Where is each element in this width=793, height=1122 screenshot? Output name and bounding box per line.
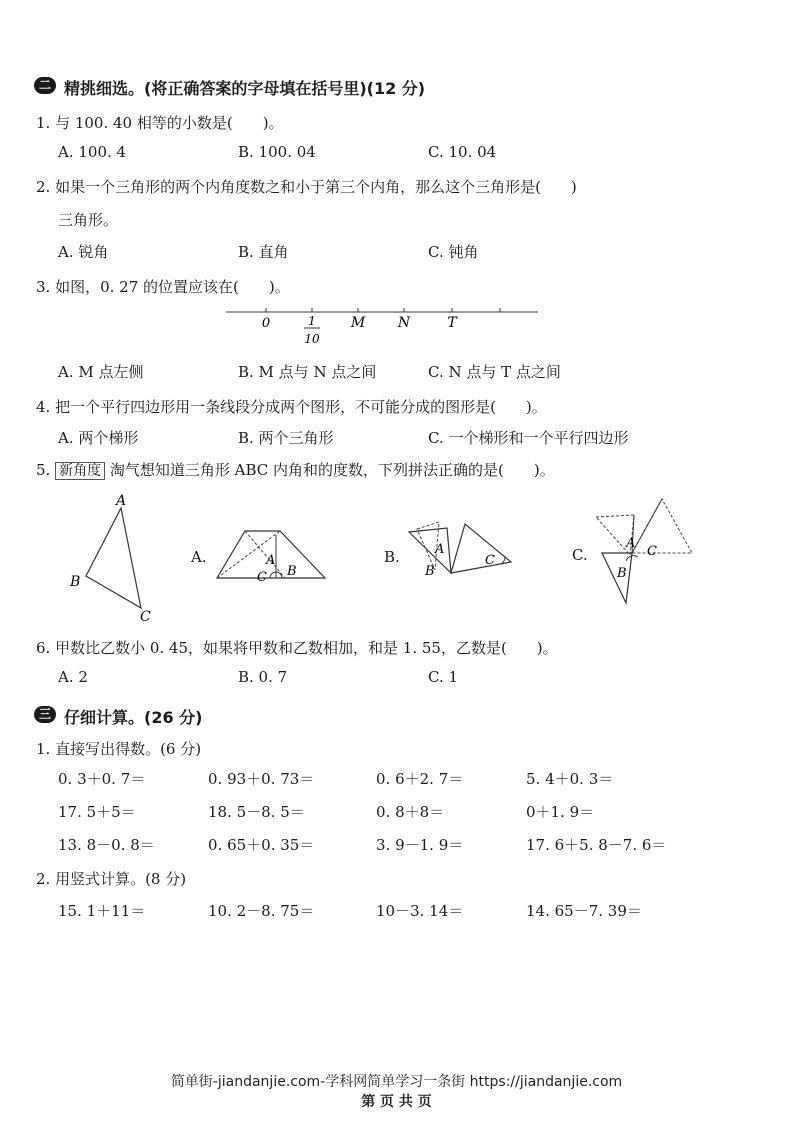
- footer-source: 简单街-jiandanjie.com-学科网简单学习一条街 https://jiandanjie.com: [170, 1074, 623, 1090]
- option-c: C. N 点与 T 点之间: [428, 363, 561, 381]
- question-1: 1. 与 100. 40 相等的小数是( )。: [36, 114, 284, 132]
- calc-item: 5. 4＋0. 3＝: [526, 770, 614, 788]
- question-2-continued: 三角形。: [58, 211, 119, 229]
- option-a: A. 两个梯形: [58, 429, 139, 447]
- option-c: C. 钝角: [428, 243, 479, 261]
- vertex-c-label: C: [140, 609, 151, 625]
- option-a: A. 锐角: [58, 243, 109, 261]
- label-c: C: [485, 553, 495, 568]
- new-angle-tag: 新角度: [55, 462, 105, 480]
- question-1: 1. 直接写出得数。(6 分): [36, 740, 202, 758]
- option-b: B. 100. 04: [238, 143, 316, 161]
- option-b: B. 0. 7: [238, 668, 288, 686]
- option-c: C. 10. 04: [428, 143, 497, 161]
- vertical-calc-item: 10. 2－8. 75＝: [208, 902, 315, 920]
- vertex-b-label: B: [70, 574, 81, 590]
- calc-item: 17. 5＋5＝: [58, 803, 136, 821]
- option-b-figure: [403, 518, 517, 580]
- option-c-figure: [592, 495, 698, 607]
- calc-item: 13. 8－0. 8＝: [58, 836, 155, 854]
- calc-item: 0. 65＋0. 35＝: [208, 836, 315, 854]
- option-b: B.: [384, 548, 400, 566]
- label-b: B: [425, 564, 435, 579]
- question-3: 3. 如图，0. 27 的位置应该在( )。: [36, 278, 290, 296]
- label-a: A: [266, 553, 276, 568]
- option-c: C.: [572, 546, 588, 564]
- question-5: [36, 459, 555, 480]
- point-m-label: M: [350, 315, 366, 331]
- page-number: 第 页 共 页: [361, 1094, 432, 1110]
- tick-label-fraction-numerator: 1: [308, 314, 316, 328]
- option-b: B. M 点与 N 点之间: [238, 363, 377, 381]
- option-c: C. 一个梯形和一个平行四边形: [428, 429, 629, 447]
- calc-item: 17. 6＋5. 8－7. 6＝: [526, 836, 667, 854]
- label-b: B: [287, 564, 297, 579]
- label-a: A: [435, 542, 445, 557]
- vertical-calc-item: 10－3. 14＝: [376, 902, 464, 920]
- question-2: 2. 用竖式计算。(8 分): [36, 870, 187, 888]
- tick-label-zero: 0: [261, 316, 271, 331]
- option-b: B. 直角: [238, 243, 289, 261]
- point-t-label: T: [447, 315, 457, 331]
- question-5-stem: 淘气想知道三角形 ABC 内角和的度数，下列拼法正确的是( )。: [109, 461, 555, 479]
- label-b: B: [617, 566, 627, 581]
- section-title: 仔细计算。(26 分): [64, 708, 203, 727]
- calc-item: 0. 93＋0. 73＝: [208, 770, 315, 788]
- option-b: B. 两个三角形: [238, 429, 334, 447]
- section-badge: 二: [34, 77, 56, 94]
- option-a: A. 100. 4: [58, 143, 127, 161]
- question-6: 6. 甲数比乙数小 0. 45，如果将甲数和乙数相加，和是 1. 55，乙数是( )。: [36, 639, 558, 657]
- question-4: 4. 把一个平行四边形用一条线段分成两个图形，不可能分成的图形是( )。: [36, 398, 547, 416]
- vertical-calc-item: 15. 1＋11＝: [58, 902, 146, 920]
- section-title: 精挑细选。(将正确答案的字母填在括号里)(12 分): [64, 79, 426, 98]
- option-a: A.: [191, 548, 207, 566]
- number-line-figure: [220, 300, 550, 350]
- label-c: C: [257, 570, 267, 583]
- option-c: C. 1: [428, 668, 459, 686]
- question-2: 2. 如果一个三角形的两个内角度数之和小于第三个内角，那么这个三角形是( ): [36, 178, 577, 196]
- label-a: A: [626, 536, 636, 551]
- vertical-calc-item: 14. 65－7. 39＝: [526, 902, 642, 920]
- option-a: A. 2: [58, 668, 88, 686]
- calc-item: 18. 5－8. 5＝: [208, 803, 305, 821]
- point-n-label: N: [397, 315, 411, 331]
- option-a-figure: [212, 525, 330, 583]
- calc-item: 0＋1. 9＝: [526, 803, 595, 821]
- calc-item: 0. 8＋8＝: [376, 803, 445, 821]
- label-c: C: [647, 544, 657, 559]
- vertex-a-label: A: [116, 493, 127, 509]
- calc-item: 0. 6＋2. 7＝: [376, 770, 464, 788]
- option-a: A. M 点左侧: [58, 363, 144, 381]
- tick-label-fraction-denominator: 10: [304, 332, 320, 346]
- calc-item: 0. 3＋0. 7＝: [58, 770, 146, 788]
- triangle-abc-figure: [66, 490, 166, 626]
- calc-item: 3. 9－1. 9＝: [376, 836, 464, 854]
- question-number: 5.: [36, 461, 51, 479]
- section-badge: 三: [34, 706, 56, 723]
